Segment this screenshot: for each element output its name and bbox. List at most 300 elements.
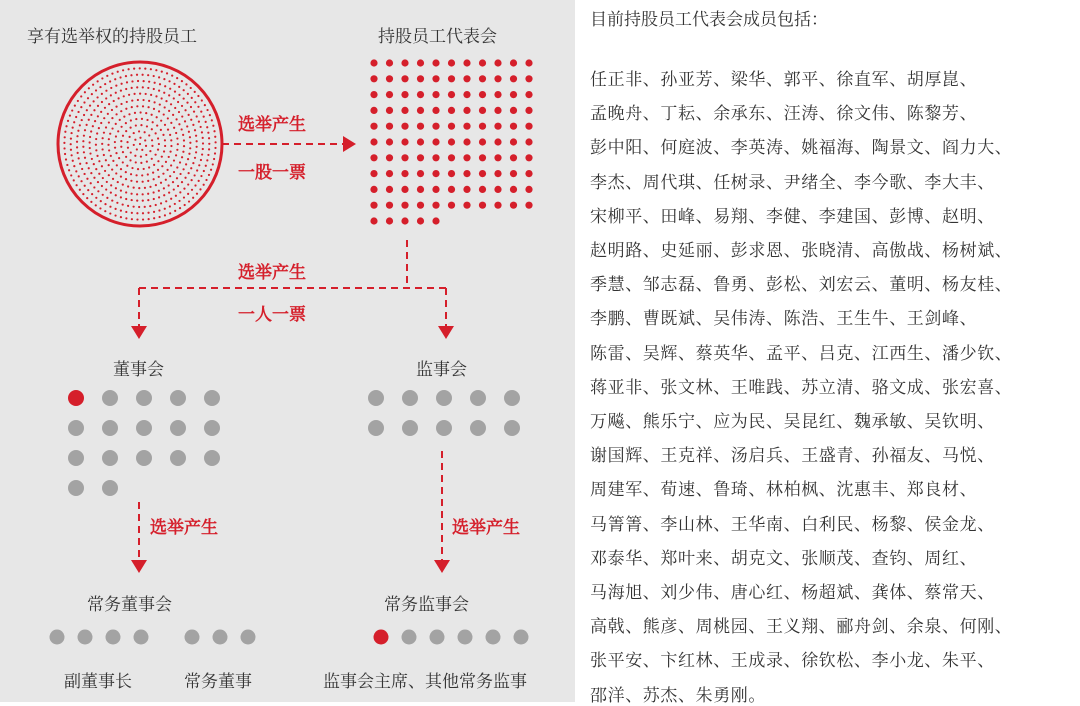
shareholder-dot [64,153,66,155]
shareholder-dot [122,135,124,137]
supervisory-member-dot [368,390,384,406]
members-line: 周建军、荀速、鲁琦、林柏枫、沈惠丰、郑良材、 [590,480,978,501]
representative-dot [386,123,393,130]
standing-supervisor-dots [374,630,529,645]
representatives-dots [370,59,532,224]
shareholder-dot [110,94,112,96]
shareholder-dot [73,179,75,181]
shareholder-dot [101,185,103,187]
shareholder-dot [172,114,174,116]
shareholder-dot [197,106,199,108]
board-member-dot [204,420,220,436]
shareholder-dot [168,184,170,186]
shareholder-dot [157,149,159,151]
shareholder-dot [115,172,117,174]
shareholder-dot [79,189,81,191]
shareholder-dot [184,177,186,179]
representative-dot [432,170,439,177]
shareholder-dot [163,92,165,94]
shareholder-dot [165,100,167,102]
shareholder-dot [102,194,104,196]
shareholder-dot [70,143,72,145]
vice-chair-dot [50,630,65,645]
shareholder-dot [206,159,208,161]
shareholder-dot [167,117,169,119]
representative-dot [479,154,486,161]
shareholder-dot [183,196,185,198]
shareholder-dot [82,146,84,148]
shareholder-dot [109,212,111,214]
shareholder-dot [149,150,151,152]
shareholder-dot [164,124,166,126]
shareholder-dot [157,169,159,171]
representative-dot [510,138,517,145]
shareholder-dot [73,165,75,167]
shareholder-dot [117,71,119,73]
representative-dot [386,186,393,193]
board-member-dot [102,420,118,436]
representative-dot [494,186,501,193]
representative-dot [448,107,455,114]
shareholder-dot [154,154,156,156]
shareholder-dot [175,195,177,197]
representative-dot [479,59,486,66]
shareholder-dot [133,132,135,134]
vice-chair-dot [78,630,93,645]
shareholder-dot [140,162,142,164]
shareholder-dot [162,173,164,175]
shareholder-dot [110,184,112,186]
members-panel [590,0,1080,706]
shareholder-dot [158,90,160,92]
representative-dot [448,75,455,82]
shareholder-dot [120,196,122,198]
shareholder-dot [95,149,97,151]
election-label-2: 选举产生 [238,263,306,283]
shareholder-dot [209,114,211,116]
shareholder-dot [119,119,121,121]
shareholder-dot [105,159,107,161]
representative-dot [401,59,408,66]
shareholder-dot [83,101,85,103]
shareholder-dot [139,137,141,139]
shareholder-dot [90,130,92,132]
representative-dot [401,186,408,193]
shareholder-dot [149,205,151,207]
shareholder-dot [113,100,115,102]
shareholder-dot [93,109,95,111]
representative-dot [370,107,377,114]
shareholder-dot [200,175,202,177]
election-label-3: 选举产生 [150,518,218,538]
vice-chair-dot [134,630,149,645]
shareholder-dot [185,83,187,85]
representative-dot [432,123,439,130]
shareholder-dot [119,76,121,78]
shareholder-dot [76,184,78,186]
shareholder-dot [86,197,88,199]
representative-dot [510,202,517,209]
shareholder-dot [189,147,191,149]
members-line: 李鹏、曹既斌、吴伟涛、陈浩、王生牛、王剑峰、 [590,309,978,330]
shareholder-dot [190,167,192,169]
shareholder-dot [88,119,90,121]
representative-dot [463,138,470,145]
shareholder-dot [203,170,205,172]
shareholder-dot [158,143,160,145]
shareholder-dot [112,178,114,180]
shareholder-dot [134,155,136,157]
shareholder-dot [186,102,188,104]
shareholder-dot [164,214,166,216]
shareholder-dot [88,167,90,169]
shareholder-dot [128,68,130,70]
representative-dot [401,107,408,114]
shareholder-dot [93,163,95,165]
shareholder-dot [135,118,137,120]
representative-dot [432,91,439,98]
shareholder-dot [142,86,144,88]
representative-dot [417,138,424,145]
shareholder-dot [98,127,100,129]
shareholder-dot [125,156,127,158]
representative-dot [401,202,408,209]
representative-dot [510,154,517,161]
shareholder-dot [116,202,118,204]
shareholder-dot [122,151,124,153]
shareholder-dot [137,80,139,82]
shareholder-dot [193,111,195,113]
supervisory-members-label: 监事会主席、其他常务监事 [323,672,527,692]
shareholder-dot [83,173,85,175]
shareholder-dot [116,164,118,166]
shareholder-dot [126,165,128,167]
shareholder-dot [173,159,175,161]
shareholder-dot [89,152,91,154]
shareholder-dot [147,193,149,195]
shareholder-dot [120,168,122,170]
representative-dot [432,186,439,193]
shareholder-dot [191,189,193,191]
shareholder-dot [169,205,171,207]
shareholder-dot [120,216,122,218]
representative-dot [463,91,470,98]
election-label-1: 选举产生 [238,115,306,135]
representative-dot [525,107,532,114]
arrowhead-board [131,326,147,339]
shareholder-dot [161,71,163,73]
shareholder-dot [187,93,189,95]
shareholder-dot [103,132,105,134]
shareholder-dot [84,129,86,131]
members-line: 邓泰华、郑叶来、胡克文、张顺茂、查钧、周红、 [590,548,978,569]
shareholder-dot [196,115,198,117]
shareholder-dot [143,168,145,170]
shareholder-dot [148,134,150,136]
members-line: 赵明路、史延丽、彭求恩、张晓清、高傲战、杨树斌、 [590,241,1013,261]
shareholder-dot [201,131,203,133]
representative-dot [525,202,532,209]
representative-dot [370,217,377,224]
shareholder-dot [111,199,113,201]
representative-dot [525,138,532,145]
shareholder-dot [144,206,146,208]
shareholder-dot [118,97,120,99]
shareholder-dot [175,154,177,156]
shareholder-dot [144,139,146,141]
shareholder-dot [115,92,117,94]
shareholder-dot [80,180,82,182]
shareholder-dot [76,141,78,143]
shareholder-dot [165,200,167,202]
arrowhead-standing-board [131,560,147,573]
shareholder-dot [109,80,111,82]
shareholder-dot [212,125,214,127]
shareholder-dot [197,95,199,97]
representative-dot [432,154,439,161]
shareholder-dot [196,140,198,142]
shareholder-dot [137,168,139,170]
shareholder-dot [130,173,132,175]
shareholder-dot [135,161,137,163]
shareholder-dot [187,193,189,195]
shareholder-dot [86,109,88,111]
shareholder-dot [194,101,196,103]
shareholder-dot [170,103,172,105]
shareholder-dot [105,188,107,190]
members-line: 马海旭、刘少伟、唐心红、杨超斌、龚体、蔡常天、 [590,583,995,603]
shareholder-dot [69,115,71,117]
shareholder-dot [144,67,146,69]
shareholder-dot [136,86,138,88]
board-member-dot [136,450,152,466]
shareholder-dot [131,212,133,214]
shareholder-dot [153,217,155,219]
shareholder-dot [173,188,175,190]
shareholder-dot [75,116,77,118]
shareholder-dot [170,164,172,166]
shareholder-dot [181,128,183,130]
shareholder-dot [205,179,207,181]
representative-dot [494,154,501,161]
shareholder-dot [146,125,148,127]
shareholder-dot [208,174,210,176]
shareholder-dot [161,165,163,167]
representative-dot [370,75,377,82]
standing-supervisor-dot [514,630,529,645]
shareholder-dot [102,177,104,179]
shareholder-dot [96,155,98,157]
shareholder-dot [72,160,74,162]
representative-dot [448,186,455,193]
shareholder-dot [145,112,147,114]
members-line: 季慧、邹志磊、鲁勇、彭松、刘宏云、董明、杨友桂、 [590,275,1013,296]
shareholder-dot [86,178,88,180]
shareholder-dot [91,193,93,195]
shareholder-dot [81,119,83,121]
shareholder-dot [104,83,106,85]
shareholder-dot [126,141,128,143]
shareholder-dot [108,138,110,140]
representative-dot [525,154,532,161]
shareholder-dot [178,200,180,202]
shareholder-dot [120,140,122,142]
shareholder-dot [169,88,171,90]
shareholder-dot [141,174,143,176]
representative-dot [417,59,424,66]
representative-dot [386,154,393,161]
representative-dot [401,154,408,161]
shareholder-dot [145,154,147,156]
shareholder-dot [144,187,146,189]
shareholder-dot [78,175,80,177]
shareholder-dot [100,122,102,124]
shareholder-dot [149,186,151,188]
shareholder-dot [158,196,160,198]
shareholder-dot [121,83,123,85]
shareholder-dot [185,163,187,165]
shareholder-dot [203,184,205,186]
shareholder-dot [87,97,89,99]
shareholder-dot [96,132,98,134]
shareholder-dot [108,121,110,123]
shareholder-dot [140,124,142,126]
representative-dot [370,154,377,161]
shareholder-dot [70,149,72,151]
shareholder-dot [147,173,149,175]
shareholder-dot [127,185,129,187]
shareholder-dot [153,75,155,77]
shareholder-dot [90,201,92,203]
shareholder-dot [136,105,138,107]
board-member-dot [102,480,118,496]
shareholder-dot [93,177,95,179]
shareholder-dot [155,95,157,97]
shareholder-dot [84,185,86,187]
representative-dot [494,138,501,145]
shareholder-dot [181,105,183,107]
shareholder-dot [80,95,82,97]
shareholder-dot [188,200,190,202]
representative-dot [432,75,439,82]
shareholder-dot [86,124,88,126]
representative-dot [417,107,424,114]
shareholder-dot [131,106,133,108]
shareholder-dot [158,110,160,112]
shareholder-dot [125,171,127,173]
representative-dot [386,107,393,114]
shareholder-dot [97,181,99,183]
shareholder-dot [191,97,193,99]
shareholder-dot [72,127,74,129]
representative-dot [525,59,532,66]
shareholder-dot [163,78,165,80]
shareholder-dot [168,94,170,96]
shareholder-dot [168,80,170,82]
shareholder-dot [164,208,166,210]
shareholder-dot [192,197,194,199]
shareholder-dot [138,130,140,132]
shareholder-dot [151,128,153,130]
shareholder-dot [214,136,216,138]
representative-dot [463,75,470,82]
shareholder-dot [192,124,194,126]
shareholder-dot [126,101,128,103]
representative-dot [479,138,486,145]
shareholder-dot [122,69,124,71]
shareholder-dot [171,75,173,77]
representative-dot [510,75,517,82]
shareholder-dot [92,125,94,127]
shareholder-dot [147,180,149,182]
shareholder-dot [117,130,119,132]
shareholder-dot [208,137,210,139]
representative-dot [401,138,408,145]
shareholder-dot [136,218,138,220]
shareholder-dot [155,204,157,206]
shareholder-dot [176,149,178,151]
board-member-dot [170,390,186,406]
shareholder-dot [198,121,200,123]
representative-dot [370,91,377,98]
representative-dot [432,202,439,209]
supervisory-member-dot [504,390,520,406]
shareholder-dot [89,141,91,143]
shareholder-dot [111,109,113,111]
shareholder-dot [147,199,149,201]
shareholder-dot [125,130,127,132]
shareholder-dot [167,129,169,131]
shareholder-dot [194,174,196,176]
shareholder-dot [159,83,161,85]
shareholder-dot [204,104,206,106]
shareholder-dot [95,197,97,199]
shareholder-dot [138,206,140,208]
shareholder-dot [89,147,91,149]
shareholder-dot [190,119,192,121]
shareholder-dot [125,217,127,219]
shareholder-dot [206,109,208,111]
representative-dot [510,107,517,114]
representative-dot [494,107,501,114]
shareholder-dot [159,103,161,105]
arrowhead-standing-supervisory [434,560,450,573]
supervisory-member-dot [402,420,418,436]
shareholder-dot [163,194,165,196]
shareholder-dot [213,158,215,160]
shareholder-dot [148,166,150,168]
shareholder-dot [203,116,205,118]
shareholder-dot [189,136,191,138]
shareholder-dot [91,93,93,95]
shareholder-dot [158,176,160,178]
shareholder-dot [110,155,112,157]
shareholder-dot [155,69,157,71]
shareholder-dot [93,100,95,102]
shareholder-dot [76,146,78,148]
shareholder-dot [183,188,185,190]
shareholder-dot [114,141,116,143]
shareholder-dot [125,108,127,110]
shareholder-dot [159,216,161,218]
shareholder-dot [169,150,171,152]
shareholder-dot [79,124,81,126]
shareholder-dot [108,164,110,166]
shareholder-dot [151,114,153,116]
shareholder-dot [153,101,155,103]
representative-dot [525,123,532,130]
shareholder-dot [139,67,141,69]
